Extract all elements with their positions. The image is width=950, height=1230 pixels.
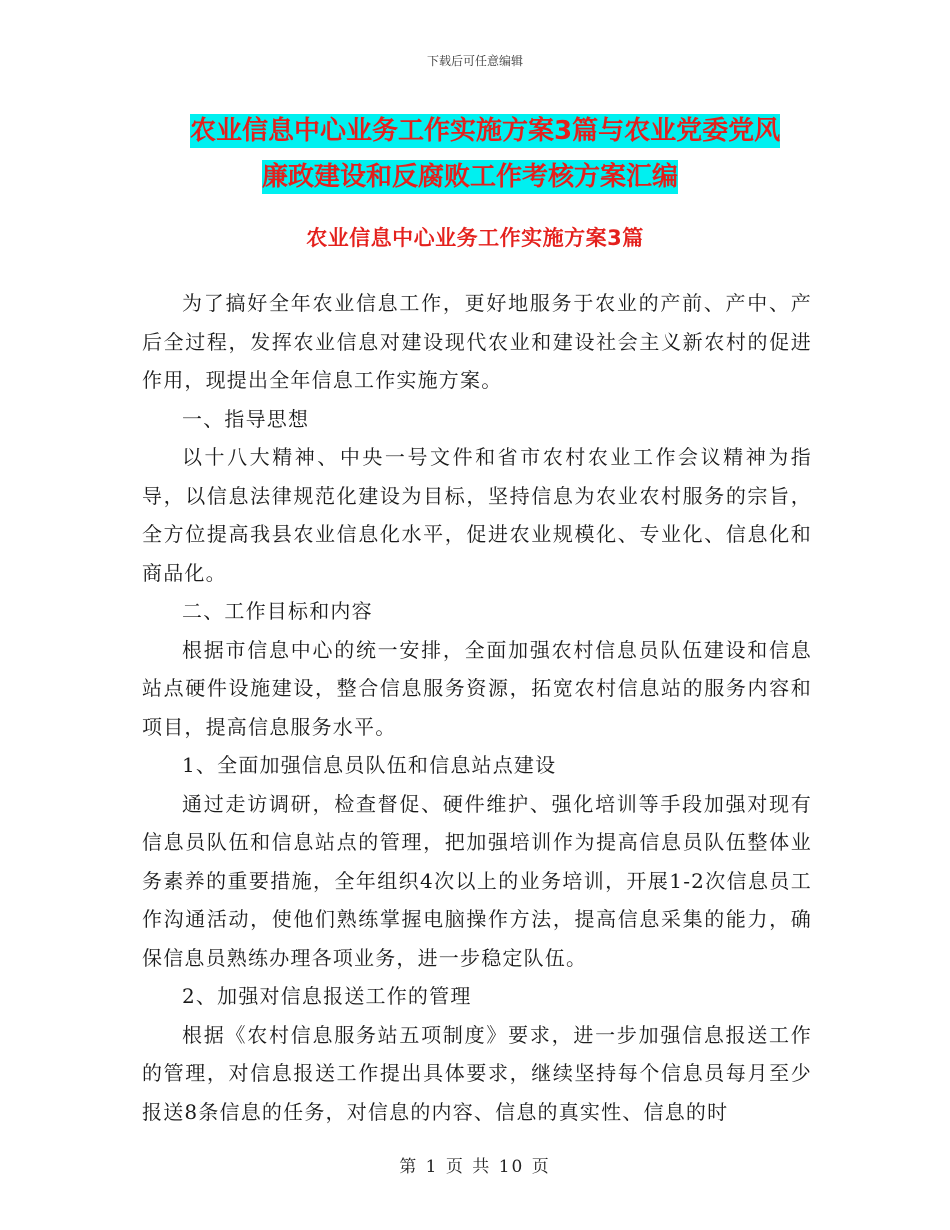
title-line-2: 廉政建设和反腐败工作考核方案汇编	[262, 162, 679, 192]
heading-goals-content: 二、工作目标和内容	[182, 599, 373, 623]
paragraph: 通过走访调研，检查督促、硬件维护、强化培训等手段加强对现有信息员队伍和信息站点的管理，把加强培训作为提高信息员队伍整体业务素养的重要措施，全年组织4次以上的业务培训，开展1-2次信息员工作沟通活动，使他们熟练掌握电脑操作方法，提高信息采集的能力，确保信息员熟练办理各项业务，进一步稳定队伍。	[142, 791, 812, 970]
subheading-2: 2、加强对信息报送工作的管理	[182, 984, 472, 1008]
paragraph: 根据《农村信息服务站五项制度》要求，进一步加强信息报送工作的管理，对信息报送工作提出具体要求，继续坚持每个信息员每月至少报送8条信息的任务，对信息的内容、信息的真实性、信息的时	[142, 1022, 812, 1124]
heading-guiding-ideology: 一、指导思想	[182, 406, 310, 431]
section-title: 农业信息中心业务工作实施方案3篇	[306, 226, 644, 250]
document-title	[190, 110, 810, 198]
paragraph: 以十八大精神、中央一号文件和省市农村农业工作会议精神为指导，以信息法律规范化建设为目标，坚持信息为农业农村服务的宗旨，全方位提高我县农业信息化水平，促进农业规模化、专业化、信息化和商品化。	[142, 445, 812, 585]
paragraph: 为了搞好全年农业信息工作，更好地服务于农业的产前、产中、产后全过程，发挥农业信息对建设现代农业和建设社会主义新农村的促进作用，现提出全年信息工作实施方案。	[142, 291, 812, 392]
page-header-note: 下载后可任意编辑	[426, 54, 523, 68]
title-line-1: 农业信息中心业务工作实施方案3篇与农业党委党风	[190, 116, 781, 146]
page-footer: 第 1 页 共 10 页	[399, 1157, 551, 1177]
document-body	[142, 284, 812, 1131]
paragraph: 根据市信息中心的统一安排，全面加强农村信息员队伍建设和信息站点硬件设施建设，整合信息服务资源，拓宽农村信息站的服务内容和项目，提高信息服务水平。	[142, 637, 812, 739]
subheading-1: 1、全面加强信息员队伍和信息站点建设	[182, 753, 557, 777]
